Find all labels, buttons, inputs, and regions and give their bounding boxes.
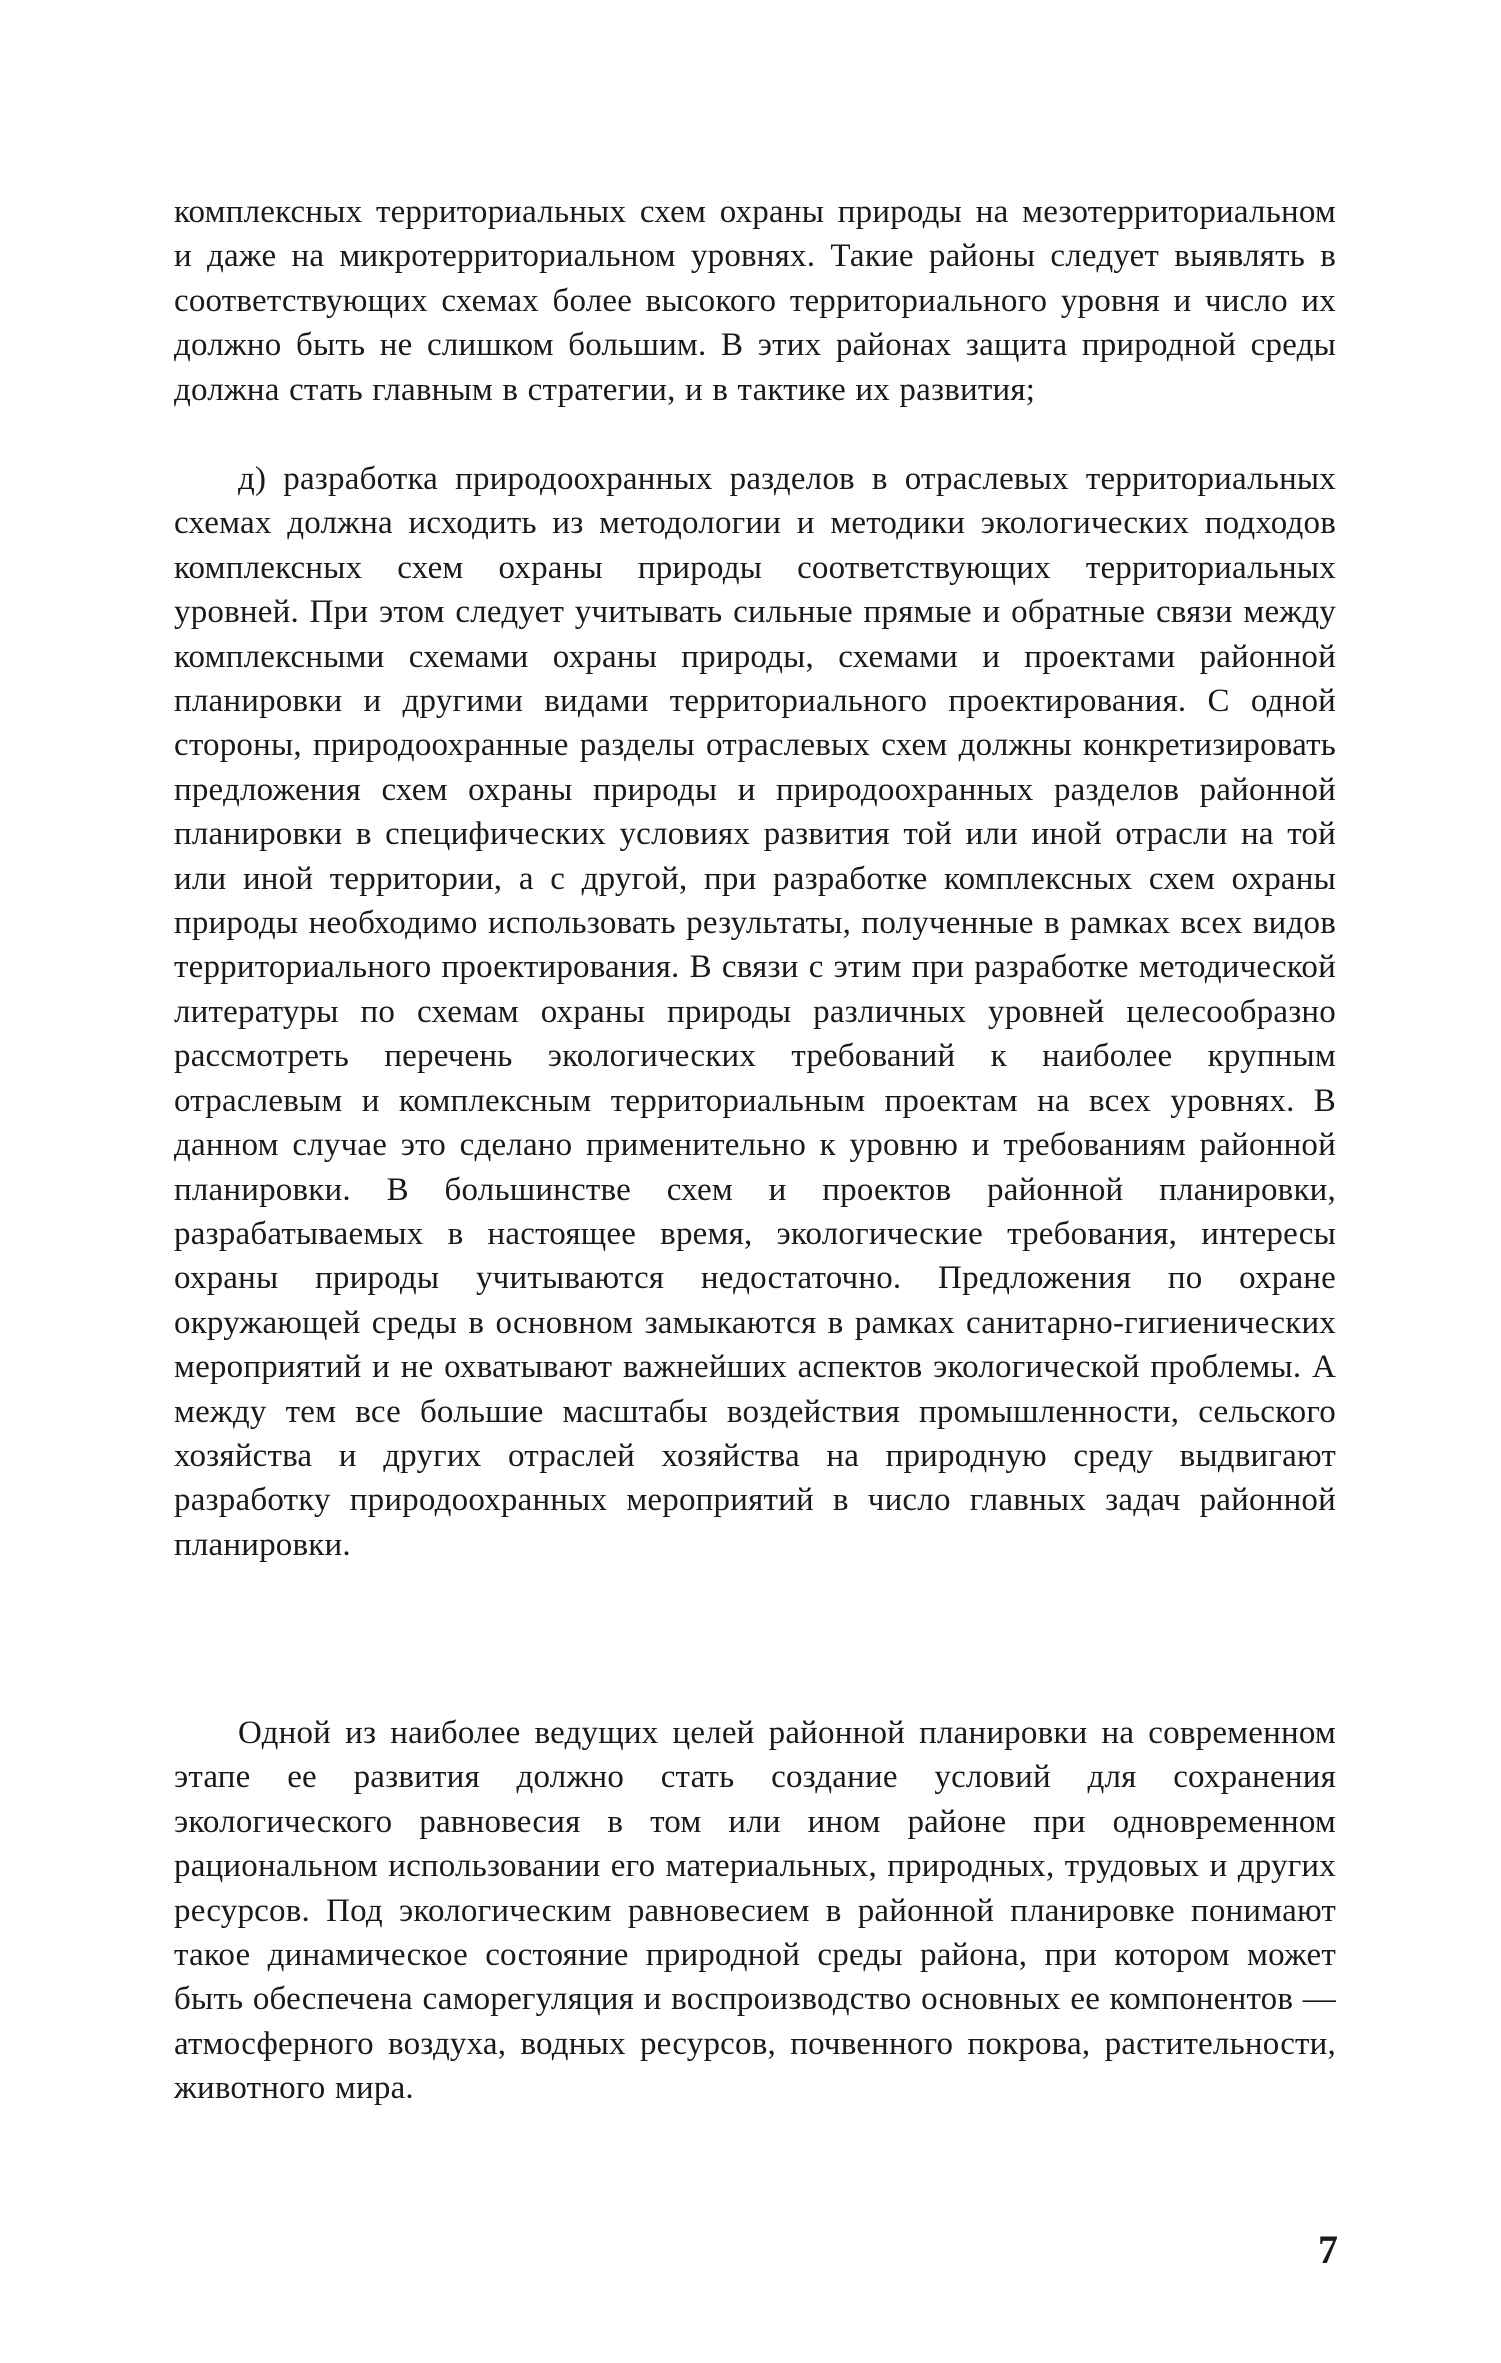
paragraph-ecological-balance: Одной из наиболее ведущих целей районной планировки на современном этапе ее развития должно стать создание условий для сохранения экологического равновесия в том или ином районе при одновременном рациональном использовании его материальных, природных, трудовых и других ресурсов. Под экологическим равновесием в районной планировке понимают такое динамическое состояние природной среды района, при котором может быть обеспечена саморегуляция и воспроизводство основных ее компонентов — атмосферного воздуха, водных ресурсов, почвенного покрова, растительности, животного мира. xyxy=(174,1715,1336,2107)
paragraph-item-d: д) разработка природоохранных разделов в отраслевых территориальных схемах должна исходить из методологии и методики экологических подходов комплексных схем охраны природы соответствующих территориальных уровней. При этом следует учитывать сильные прямые и обратные связи между комплексными схемами охраны природы, схемами и проектами районной планировки и другими видами территориального проектирования. С одной стороны, природоохранные разделы отраслевых схем должны конкретизировать предложения схем охраны природы и природоохранных разделов районной планировки в специфических условиях развития той или иной отрасли на той или иной территории, а с другой, при разработке комплексных схем охраны природы необходимо использовать результаты, полученные в рамках всех видов территориального проектирования. В связи с этим при разработке методической литературы по схемам охраны природы различных уровней целесообразно рассмотреть перечень экологических требований к наиболее крупным отраслевым и комплексным территориальным проектам на всех уровнях. В данном случае это сделано применительно к уровню и требованиям районной планировки. В большинстве схем и проектов районной планировки, разрабатываемых в настоящее время, экологические требования, интересы охраны природы учитываются недостаточно. Предложения по охране окружающей среды в основном замыкаются в рамках санитарно-гигиенических мероприятий и не охватывают важнейших аспектов экологической проблемы. А между тем все большие масштабы воздействия промышленности, сельского хозяйства и других отраслей хозяйства на природную среду выдвигают разработку природоохранных мероприятий в число главных задач районной планировки. xyxy=(174,461,1336,1563)
page-number: 7 xyxy=(1318,2227,1338,2272)
paragraph-continuation: комплексных территориальных схем охраны природы на мезотерриториальном и даже на микротерриториальном уровнях. Такие районы следует выявлять в соответствующих схемах более высокого территориального уровня и число их должно быть не слишком большим. В этих районах защита природной среды должна стать главным в стратегии, и в тактике их развития; xyxy=(174,194,1336,408)
